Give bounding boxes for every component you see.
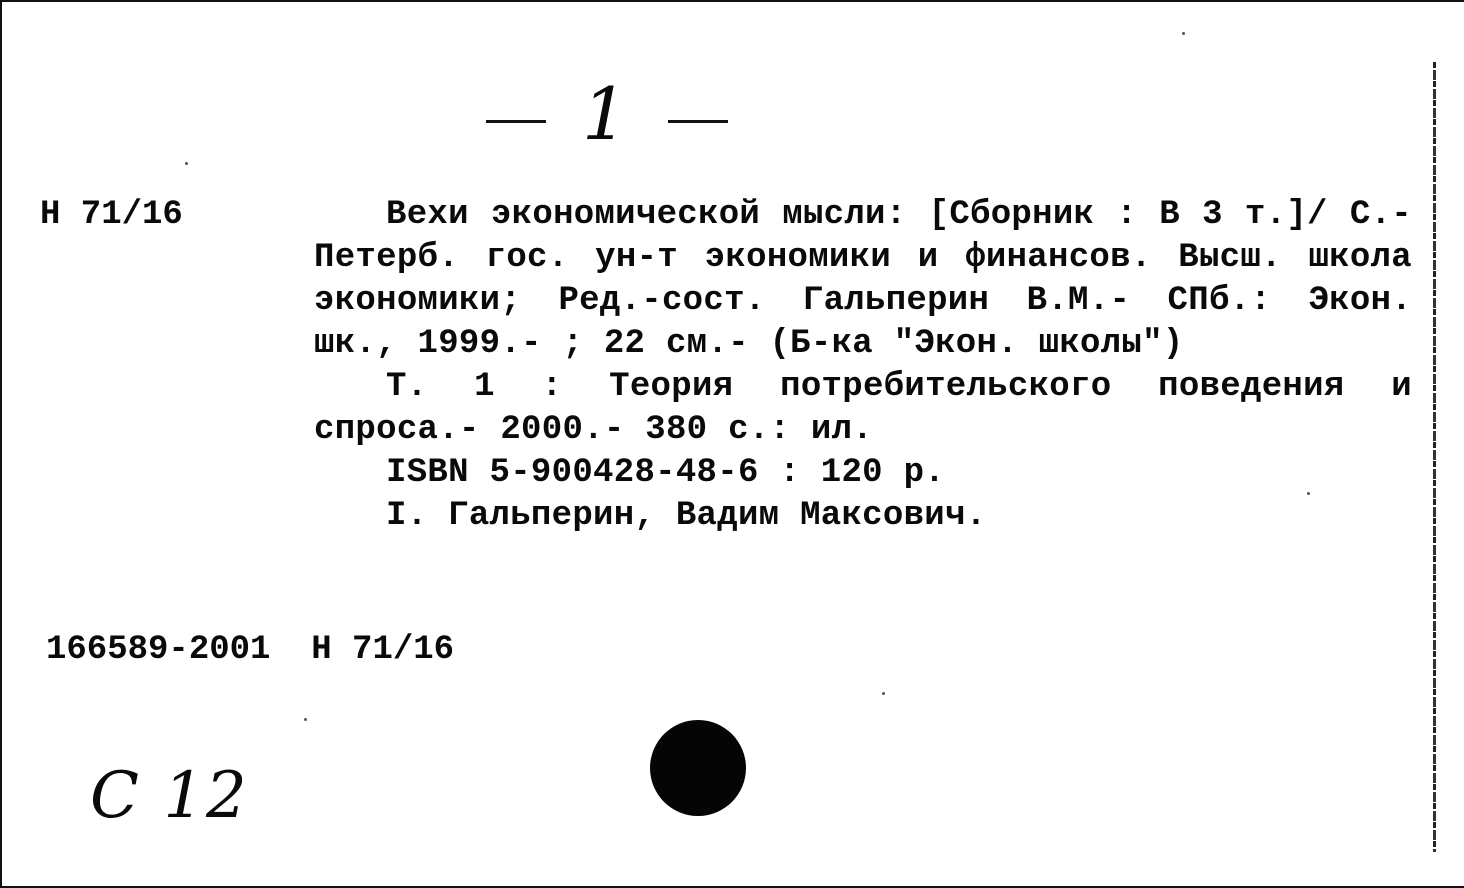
handwritten-note: С 12 — [90, 759, 249, 833]
bibliographic-description — [314, 194, 1412, 538]
card-number-dash-left — [486, 120, 546, 123]
isbn-line: ISBN 5-900428-48-6 : 120 р. — [386, 454, 945, 492]
scan-speck — [185, 162, 188, 165]
scan-speck — [1182, 32, 1185, 35]
scan-speck — [882, 692, 885, 695]
punch-hole — [650, 720, 746, 816]
accession-line — [46, 629, 454, 671]
shelfmark-repeat: Н 71/16 — [311, 631, 455, 669]
card-number-digit: 1 — [582, 72, 628, 156]
accession-number: 166589-2001 — [46, 631, 271, 669]
shelfmark: Н 71/16 — [40, 196, 183, 234]
card-right-edge — [1433, 62, 1436, 852]
card-number-dash-right — [668, 120, 728, 123]
card-number — [486, 74, 748, 154]
added-entry: I. Гальперин, Вадим Максович. — [386, 497, 987, 535]
scan-speck — [304, 718, 307, 721]
scan-speck — [1307, 492, 1310, 495]
volume-entry: Т. 1 : Теория потребительского поведения и спроса.- 2000.- 380 с.: ил. — [314, 368, 1412, 449]
title-block: Вехи экономической мысли: [Сборник : В 3 т.]/ С.-Петерб. гос. ун-т экономики и финансов. Высш. школа экономики; Ред.-сост. Гальперин В.М.- СПб.: Экон. шк., 1999.- ; 22 см.- (Б-ка "Экон. школы") — [314, 196, 1412, 363]
